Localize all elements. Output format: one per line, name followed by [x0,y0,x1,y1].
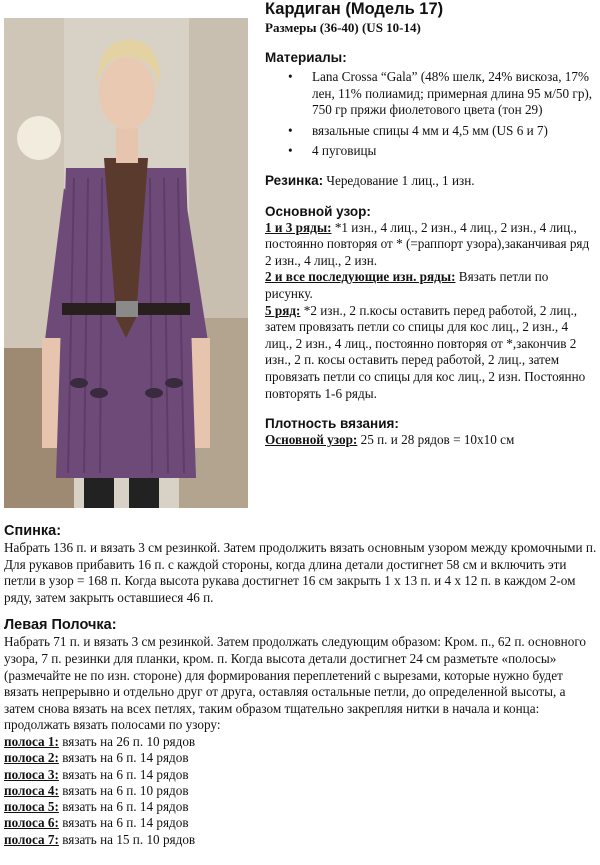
model-photo [4,18,248,508]
gauge-heading: Плотность вязания: [265,416,399,432]
list-item: полоса 7: вязать на 15 п. 10 рядов [4,831,196,847]
model-illustration [4,18,248,508]
gauge-text: Основной узор: 25 п. и 28 рядов = 10х10 см [265,432,515,448]
left-front-text: Набрать 71 п. и вязать 3 см резинкой. Затем продолжать следующим образом: Кром. п., 62 п. основного узора, 7 п. резинки для планки, кром. п. Когда высота детали достигнет 24 см разметьте «полосы» (размечайте не по изн. стороне) для формирования переплетений с вырезами, которые нужно будет вязать непрерывно и отдельно друг от друга, оставляя остальные петли, до определенной высоты, а затем снова вязать на всех петлях, таким образом тщательно закрепляя нитки в начала и конца: продолжать вязать полосами по узору: [4,634,587,733]
list-item: полоса 1: вязать на 26 п. 10 рядов [4,733,196,749]
pattern-row-1-3: 1 и 3 ряды: *1 изн., 4 лиц., 2 изн., 4 лиц., 2 изн., 4 лиц., постоянно повторяя от * (=раппорт узора),заканчивая ряд 2 изн., 4 лиц., 2 изн. [265,219,590,268]
list-item: полоса 6: вязать на 6 п. 14 рядов [4,815,189,831]
materials-column [265,0,597,449]
back-text: Набрать 136 п. и вязать 3 см резинкой. Затем продолжить вязать основным узором между кромочными п. Для рукавов прибавить 16 п. с каждой стороны, когда длина детали достигнет 58 см и включить эти петли в узор = 168 п. Когда высота рукава достигнет 16 см закрыть 1 х 13 п. и 4 х 12 п. в каждом 2-ом ряду, затем закрыть оставшиеся 46 п. [4,540,597,605]
rib-label: Резинка: [265,172,324,188]
pattern-row-5: 5 ряд: *2 изн., 2 п.косы оставить перед работой, 2 лиц., затем провязать петли со спицы для кос лиц., 2 изн., 4 лиц., 2 изн., 4 лиц., постоянно повторяя от *,закончив 2 изн., 2 п. косы оставить перед работой, 2 лиц., затем провязать петли со спицы для кос лиц., 2 изн. Постоянно повторять 1-6 ряды. [265,302,586,401]
list-item: полоса 3: вязать на 6 п. 14 рядов [4,766,189,782]
sizes-line: Размеры (36-40) (US 10-14) [265,20,421,35]
instructions [4,522,598,848]
strips-list [4,734,598,848]
back-heading: Спинка: [4,523,62,539]
bullet-icon: • [288,122,293,138]
page-title: Кардиган (Модель 17) [265,0,444,18]
materials-heading: Материалы: [265,50,347,65]
bullet-icon: • [288,69,293,84]
materials-list [265,69,597,160]
bullet-icon: • [288,143,293,159]
list-item: • вязальные спицы 4 мм и 4,5 мм (US 6 и 7) [288,122,548,138]
list-item: • 4 пуговицы [288,143,377,159]
left-front-heading: Левая Полочка: [4,617,117,634]
list-item: полоса 5: вязать на 6 п. 14 рядов [4,799,189,815]
list-item: полоса 4: вязать на 6 п. 10 рядов [4,782,189,798]
pattern-row-2: 2 и все последующие изн. ряды: Вязать петли по рисунку. [265,269,549,301]
rib-paragraph [265,172,597,190]
list-item: полоса 2: вязать на 6 п. 14 рядов [4,750,189,766]
rib-text: Чередование 1 лиц., 1 изн. [323,172,475,188]
main-pattern-heading: Основной узор: [265,203,371,219]
list-item: • Lana Crossa “Gala” (48% шелк, 24% вискоза, 17% лен, 11% полиамид; примерная длина 95 м/50 гр), 750 гр пряжи фиолетового цвета (тон 29) [288,69,593,118]
